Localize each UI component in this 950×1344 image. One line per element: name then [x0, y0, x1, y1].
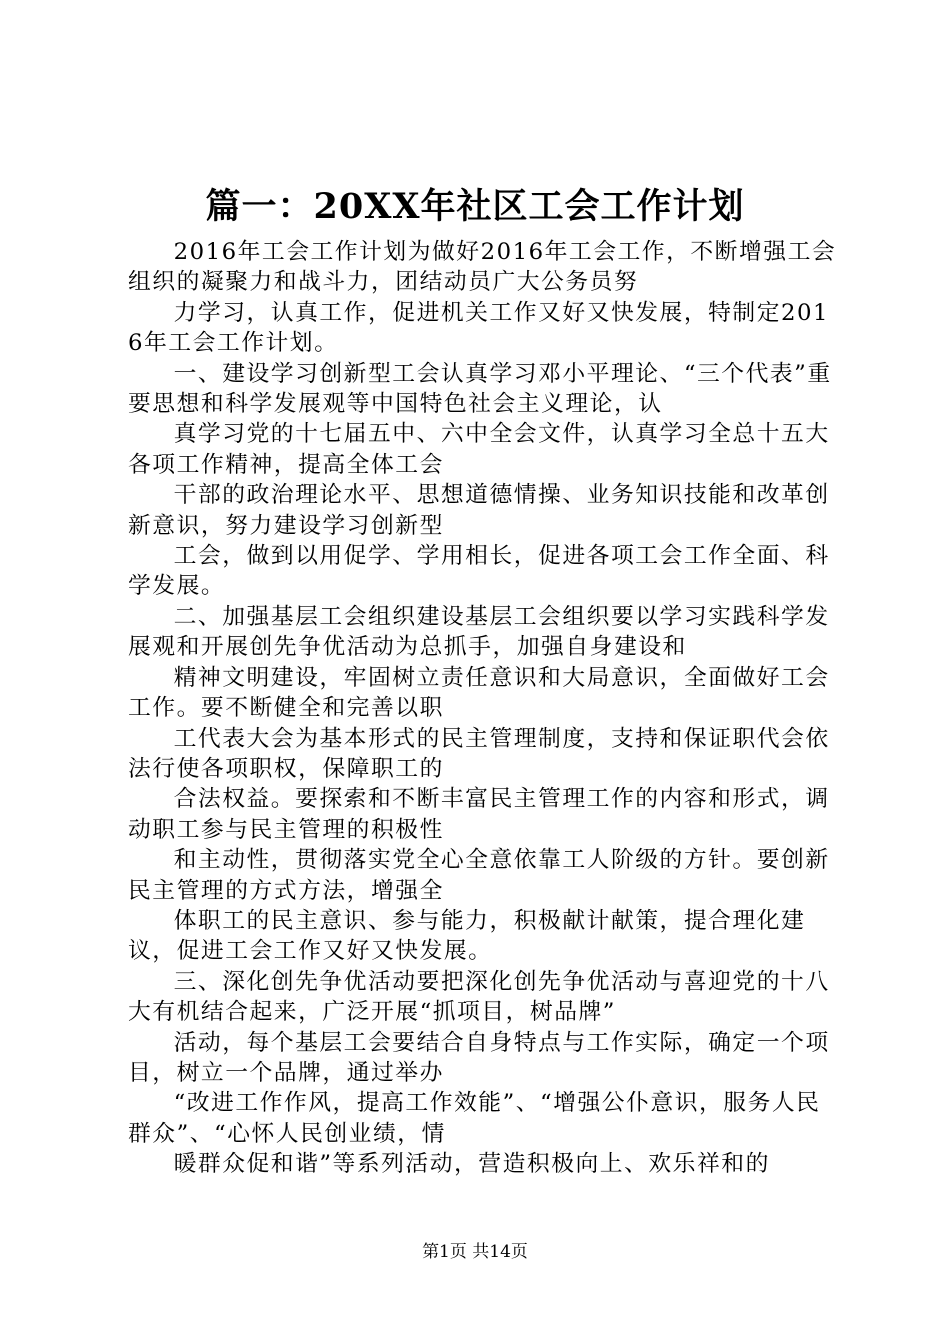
paragraph: 三、深化创先争优活动要把深化创先争优活动与喜迎党的十八大有机结合起来，广泛开展“抓项目，树品牌” [128, 968, 830, 1026]
paragraph: 活动，每个基层工会要结合自身特点与工作实际，确定一个项目，树立一个品牌，通过举办 [128, 1029, 830, 1086]
document-title: 篇一：20XX年社区工会工作计划 [205, 186, 745, 227]
paragraph: 精神文明建设，牢固树立责任意识和大局意识，全面做好工会工作。要不断健全和完善以职 [128, 664, 830, 722]
paragraph: 一、建设学习创新型工会认真学习邓小平理论、“三个代表”重要思想和科学发展观等中国特色社会主义理论，认 [128, 360, 832, 418]
paragraph: 工会，做到以用促学、学用相长，促进各项工会工作全面、科学发展。 [128, 543, 830, 600]
paragraph: 2016年工会工作计划为做好2016年工会工作，不断增强工会组织的凝聚力和战斗力，团结动员广大公务员努 [128, 239, 837, 296]
paragraph: 和主动性，贯彻落实党全心全意依靠工人阶级的方针。要创新民主管理的方式方法，增强全 [128, 847, 830, 904]
paragraph: 合法权益。要探索和不断丰富民主管理工作的内容和形式，调动职工参与民主管理的积极性 [128, 786, 830, 843]
paragraph: 干部的政治理论水平、思想道德情操、业务知识技能和改革创新意识，努力建设学习创新型 [128, 482, 830, 539]
paragraph: 二、加强基层工会组织建设基层工会组织要以学习实践科学发展观和开展创先争优活动为总抓手，加强自身建设和 [128, 603, 830, 661]
paragraph: 暖群众促和谐”等系列活动，营造积极向上、欢乐祥和的 [173, 1151, 770, 1178]
document-body [128, 237, 838, 1180]
paragraph: 真学习党的十七届五中、六中全会文件，认真学习全总十五大各项工作精神，提高全体工会 [128, 421, 830, 478]
paragraph: “改进工作作风，提高工作效能”、“增强公仆意识，服务人民群众”、“心怀人民创业绩，情 [128, 1090, 821, 1147]
paragraph: 体职工的民主意识、参与能力，积极献计献策，提合理化建议，促进工会工作又好又快发展。 [128, 907, 806, 965]
paragraph: 力学习，认真工作，促进机关工作又好又快发展，特制定2016年工会工作计划。 [128, 299, 830, 357]
paragraph: 工代表大会为基本形式的民主管理制度，支持和保证职代会依法行使各项职权，保障职工的 [128, 725, 830, 782]
page-number-footer: 第1页 共14页 [422, 1242, 528, 1262]
